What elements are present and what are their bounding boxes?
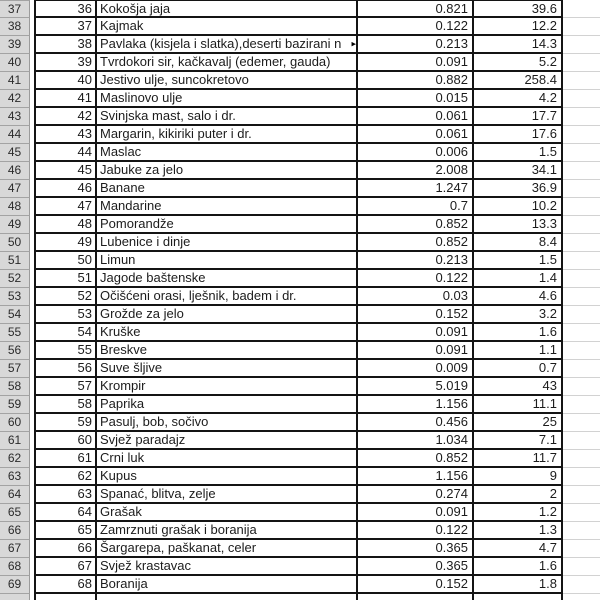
cell-value2[interactable]: 1.4 — [474, 270, 563, 288]
cell-name[interactable] — [97, 504, 358, 522]
cell-value1[interactable]: 5.019 — [358, 378, 474, 396]
cell-name[interactable] — [97, 18, 358, 36]
cell-value2[interactable]: 13.3 — [474, 216, 563, 234]
grid-empty-cell[interactable] — [563, 18, 600, 36]
grid-empty-cell[interactable] — [563, 252, 600, 270]
item-name-text: Crni luk — [100, 450, 145, 465]
grid-empty-cell[interactable] — [563, 342, 600, 360]
row-header[interactable]: 38 — [0, 18, 30, 36]
cell-index[interactable]: 60 — [34, 432, 97, 450]
cell-name[interactable] — [97, 468, 358, 486]
row-header[interactable]: 57 — [0, 360, 30, 378]
cell-value1[interactable]: 0.122 — [358, 270, 474, 288]
grid-empty-cell[interactable] — [563, 360, 600, 378]
cell-value1[interactable]: 0.152 — [358, 306, 474, 324]
grid-empty-cell[interactable] — [563, 90, 600, 108]
cell-value1[interactable]: 0.009 — [358, 360, 474, 378]
item-name-text: Šargarepa, paškanat, celer — [100, 540, 257, 555]
table-row — [0, 252, 600, 270]
grid-empty-cell[interactable] — [563, 108, 600, 126]
item-name-text: Jabuke za jelo — [100, 162, 184, 177]
cell-name[interactable] — [97, 396, 358, 414]
item-name-text: Krompir — [100, 378, 146, 393]
cell-value2[interactable]: 17.7 — [474, 108, 563, 126]
cell-value1[interactable] — [358, 594, 474, 600]
cell-index[interactable]: 67 — [34, 558, 97, 576]
row-header[interactable]: 58 — [0, 378, 30, 396]
cell-index[interactable]: 53 — [34, 306, 97, 324]
cell-name[interactable] — [97, 198, 358, 216]
table-row — [0, 108, 600, 126]
table-row — [0, 234, 600, 252]
row-header[interactable]: 51 — [0, 252, 30, 270]
row-header[interactable]: 55 — [0, 324, 30, 342]
cell-index[interactable]: 62 — [34, 468, 97, 486]
grid-empty-cell[interactable] — [563, 198, 600, 216]
cell-value1[interactable]: 0.091 — [358, 342, 474, 360]
cell-value1[interactable]: 0.015 — [358, 90, 474, 108]
cell-value1[interactable]: 1.034 — [358, 432, 474, 450]
cell-index[interactable]: 57 — [34, 378, 97, 396]
cell-value2[interactable]: 11.7 — [474, 450, 563, 468]
cell-value2[interactable]: 1.6 — [474, 558, 563, 576]
cell-value2[interactable]: 2 — [474, 486, 563, 504]
grid-empty-cell[interactable] — [563, 36, 600, 54]
item-name-text: Jagode baštenske — [100, 270, 206, 285]
cell-value2[interactable]: 7.1 — [474, 432, 563, 450]
row-header[interactable]: 39 — [0, 36, 30, 54]
cell-value1[interactable]: 0.122 — [358, 18, 474, 36]
grid-empty-cell[interactable] — [563, 486, 600, 504]
cell-value1[interactable]: 1.156 — [358, 468, 474, 486]
cell-value1[interactable]: 0.091 — [358, 504, 474, 522]
cell-name[interactable] — [97, 522, 358, 540]
row-header[interactable]: 64 — [0, 486, 30, 504]
cell-name[interactable] — [97, 180, 358, 198]
item-name-text: Svinjska mast, salo i dr. — [100, 108, 236, 123]
table-row — [0, 54, 600, 72]
row-header[interactable]: 42 — [0, 90, 30, 108]
table-row — [0, 72, 600, 90]
grid-empty-cell[interactable] — [563, 180, 600, 198]
row-header[interactable]: 46 — [0, 162, 30, 180]
cell-index[interactable]: 59 — [34, 414, 97, 432]
cell-index[interactable]: 38 — [34, 36, 97, 54]
cell-index[interactable]: 51 — [34, 270, 97, 288]
cell-name[interactable] — [97, 216, 358, 234]
row-header[interactable]: 50 — [0, 234, 30, 252]
cell-index[interactable]: 45 — [34, 162, 97, 180]
cell-index[interactable]: 68 — [34, 576, 97, 594]
table-row — [0, 432, 600, 450]
cell-value1[interactable]: 0.213 — [358, 36, 474, 54]
table-row — [0, 162, 600, 180]
row-header[interactable]: 66 — [0, 522, 30, 540]
cell-index[interactable]: 58 — [34, 396, 97, 414]
table-row — [0, 468, 600, 486]
cell-index[interactable]: 41 — [34, 90, 97, 108]
grid-empty-cell[interactable] — [563, 558, 600, 576]
cell-value1[interactable]: 0.006 — [358, 144, 474, 162]
grid-empty-cell[interactable] — [563, 144, 600, 162]
row-header[interactable]: 56 — [0, 342, 30, 360]
cell-index[interactable]: 40 — [34, 72, 97, 90]
row-header[interactable]: 52 — [0, 270, 30, 288]
table-row — [0, 540, 600, 558]
cell-value2[interactable]: 1.5 — [474, 144, 563, 162]
table-row — [0, 36, 600, 54]
table-row — [0, 522, 600, 540]
cell-index[interactable]: 65 — [34, 522, 97, 540]
cell-value2[interactable]: 4.6 — [474, 288, 563, 306]
grid-empty-cell[interactable] — [563, 162, 600, 180]
item-name-text: Margarin, kikiriki puter i dr. — [100, 126, 252, 141]
item-name-text: Kajmak — [100, 18, 144, 33]
grid-empty-cell[interactable] — [563, 54, 600, 72]
cell-index[interactable] — [34, 594, 97, 600]
table-row — [0, 504, 600, 522]
cell-value2[interactable]: 39.6 — [474, 0, 563, 18]
cell-value1[interactable]: 1.247 — [358, 180, 474, 198]
cell-value1[interactable]: 0.882 — [358, 72, 474, 90]
cell-index[interactable]: 49 — [34, 234, 97, 252]
grid-empty-cell[interactable] — [563, 378, 600, 396]
cell-name[interactable] — [97, 432, 358, 450]
cell-name[interactable] — [97, 270, 358, 288]
table-row — [0, 342, 600, 360]
cell-name[interactable] — [97, 378, 358, 396]
cell-value2[interactable]: 17.6 — [474, 126, 563, 144]
cell-value1[interactable]: 0.03 — [358, 288, 474, 306]
row-header[interactable]: 49 — [0, 216, 30, 234]
row-header[interactable]: 69 — [0, 576, 30, 594]
cell-value1[interactable]: 0.7 — [358, 198, 474, 216]
row-header[interactable]: 59 — [0, 396, 30, 414]
table-row — [0, 576, 600, 594]
row-header[interactable]: 68 — [0, 558, 30, 576]
table-row — [0, 0, 600, 18]
row-header[interactable] — [0, 594, 30, 600]
table-row — [0, 18, 600, 36]
cell-value1[interactable]: 2.008 — [358, 162, 474, 180]
table-row — [0, 306, 600, 324]
cell-name[interactable] — [97, 486, 358, 504]
cell-index[interactable]: 52 — [34, 288, 97, 306]
grid-empty-cell[interactable] — [563, 468, 600, 486]
cell-value2[interactable]: 1.6 — [474, 324, 563, 342]
cell-value1[interactable]: 0.061 — [358, 108, 474, 126]
cell-name[interactable] — [97, 54, 358, 72]
item-name-text: Spanać, blitva, zelje — [100, 486, 216, 501]
cell-index[interactable]: 64 — [34, 504, 97, 522]
cell-name[interactable] — [97, 90, 358, 108]
grid-empty-cell[interactable] — [563, 414, 600, 432]
cell-value1[interactable]: 0.852 — [358, 450, 474, 468]
cell-name[interactable] — [97, 108, 358, 126]
cell-value1[interactable]: 0.091 — [358, 54, 474, 72]
cell-value2[interactable]: 8.4 — [474, 234, 563, 252]
cell-value1[interactable]: 0.274 — [358, 486, 474, 504]
grid-empty-cell[interactable] — [563, 288, 600, 306]
grid-empty-cell[interactable] — [563, 306, 600, 324]
table-row — [0, 558, 600, 576]
cell-value2[interactable]: 25 — [474, 414, 563, 432]
grid-empty-cell[interactable] — [563, 396, 600, 414]
item-name-text: Maslinovo ulje — [100, 90, 183, 105]
grid-empty-cell[interactable] — [563, 234, 600, 252]
row-header[interactable]: 47 — [0, 180, 30, 198]
cell-value1[interactable]: 0.852 — [358, 234, 474, 252]
row-header[interactable]: 67 — [0, 540, 30, 558]
cell-value2[interactable]: 1.5 — [474, 252, 563, 270]
grid-empty-cell[interactable] — [563, 0, 600, 18]
cell-value2[interactable]: 10.2 — [474, 198, 563, 216]
cell-index[interactable]: 56 — [34, 360, 97, 378]
item-name-text: Svjež krastavac — [100, 558, 192, 573]
item-name-text: Breskve — [100, 342, 147, 357]
item-name-text: Banane — [100, 180, 145, 195]
cell-value1[interactable]: 0.152 — [358, 576, 474, 594]
grid-empty-cell[interactable] — [563, 522, 600, 540]
item-name-text: Mandarine — [100, 198, 162, 213]
cell-name[interactable] — [97, 594, 358, 600]
item-name-text: Tvrdokori sir, kačkavalj (edemer, gauda) — [100, 54, 331, 69]
row-header[interactable]: 54 — [0, 306, 30, 324]
cell-value1[interactable]: 0.365 — [358, 540, 474, 558]
cell-value2[interactable]: 14.3 — [474, 36, 563, 54]
cell-name[interactable] — [97, 540, 358, 558]
cell-index[interactable]: 55 — [34, 342, 97, 360]
grid-empty-cell[interactable] — [563, 594, 600, 600]
table-row — [0, 486, 600, 504]
cell-index[interactable]: 46 — [34, 180, 97, 198]
cell-value2[interactable]: 36.9 — [474, 180, 563, 198]
partial-next-row — [0, 594, 600, 600]
cell-value1[interactable]: 1.156 — [358, 396, 474, 414]
cell-value2[interactable]: 1.2 — [474, 504, 563, 522]
cell-index[interactable]: 54 — [34, 324, 97, 342]
grid-empty-cell[interactable] — [563, 540, 600, 558]
cell-index[interactable]: 61 — [34, 450, 97, 468]
cell-name[interactable] — [97, 324, 358, 342]
cell-value2[interactable]: 4.2 — [474, 90, 563, 108]
item-name-text: Grožde za jelo — [100, 306, 184, 321]
cell-name[interactable] — [97, 288, 358, 306]
row-header[interactable]: 60 — [0, 414, 30, 432]
grid-empty-cell[interactable] — [563, 126, 600, 144]
table-row — [0, 396, 600, 414]
cell-index[interactable]: 50 — [34, 252, 97, 270]
cell-index[interactable]: 39 — [34, 54, 97, 72]
grid-empty-cell[interactable] — [563, 270, 600, 288]
row-header[interactable]: 41 — [0, 72, 30, 90]
cell-value1[interactable]: 0.852 — [358, 216, 474, 234]
cell-value2[interactable]: 0.7 — [474, 360, 563, 378]
cell-name[interactable] — [97, 234, 358, 252]
cell-index[interactable]: 42 — [34, 108, 97, 126]
cell-name[interactable] — [97, 360, 358, 378]
cell-value2[interactable]: 1.1 — [474, 342, 563, 360]
cell-name[interactable] — [97, 0, 358, 18]
item-name-text: Limun — [100, 252, 136, 267]
cell-value2[interactable]: 12.2 — [474, 18, 563, 36]
cell-name[interactable] — [97, 576, 358, 594]
row-header[interactable]: 63 — [0, 468, 30, 486]
cell-value2[interactable]: 258.4 — [474, 72, 563, 90]
item-name-text: Pasulj, bob, sočivo — [100, 414, 209, 429]
item-name-text: Kokošja jaja — [100, 1, 171, 16]
item-name-text: Kupus — [100, 468, 137, 483]
cell-index[interactable]: 36 — [34, 0, 97, 18]
item-name-text: Maslac — [100, 144, 142, 159]
grid-empty-cell[interactable] — [563, 504, 600, 522]
table-row — [0, 216, 600, 234]
table-row — [0, 126, 600, 144]
row-header[interactable]: 44 — [0, 126, 30, 144]
cell-value1[interactable]: 0.821 — [358, 0, 474, 18]
grid-empty-cell[interactable] — [563, 324, 600, 342]
table-row — [0, 378, 600, 396]
grid-empty-cell[interactable] — [563, 576, 600, 594]
table-row — [0, 414, 600, 432]
cell-name[interactable] — [97, 144, 358, 162]
row-header[interactable]: 61 — [0, 432, 30, 450]
grid-empty-cell[interactable] — [563, 72, 600, 90]
cell-name[interactable] — [97, 72, 358, 90]
cell-value2[interactable]: 1.8 — [474, 576, 563, 594]
cell-value2[interactable]: 11.1 — [474, 396, 563, 414]
item-name-text: Lubenice i dinje — [100, 234, 191, 249]
cell-index[interactable]: 66 — [34, 540, 97, 558]
item-name-text: Jestivo ulje, suncokretovo — [100, 72, 249, 87]
cell-value1[interactable]: 0.061 — [358, 126, 474, 144]
cell-index[interactable]: 63 — [34, 486, 97, 504]
row-header[interactable]: 48 — [0, 198, 30, 216]
row-header[interactable]: 45 — [0, 144, 30, 162]
cell-value1[interactable]: 0.122 — [358, 522, 474, 540]
item-name-text: Svjež paradajz — [100, 432, 186, 447]
item-name-text: Grašak — [100, 504, 142, 519]
cell-name[interactable] — [97, 558, 358, 576]
cell-value2[interactable]: 4.7 — [474, 540, 563, 558]
item-name-text: Kruške — [100, 324, 141, 339]
item-name-text: Paprika — [100, 396, 145, 411]
cell-index[interactable]: 47 — [34, 198, 97, 216]
item-name-text: Suve šljive — [100, 360, 163, 375]
grid-empty-cell[interactable] — [563, 432, 600, 450]
table-row — [0, 90, 600, 108]
item-name-text: Zamrznuti grašak i boranija — [100, 522, 257, 537]
cell-name[interactable] — [97, 342, 358, 360]
cell-index[interactable]: 37 — [34, 18, 97, 36]
row-header[interactable]: 43 — [0, 108, 30, 126]
cell-name[interactable] — [97, 162, 358, 180]
table-row — [0, 450, 600, 468]
cell-value1[interactable]: 0.091 — [358, 324, 474, 342]
cell-value2[interactable]: 5.2 — [474, 54, 563, 72]
cell-name[interactable] — [97, 252, 358, 270]
cell-value2[interactable]: 9 — [474, 468, 563, 486]
cell-value2[interactable]: 1.3 — [474, 522, 563, 540]
item-name-text: Pavlaka (kisjela i slatka),deserti bazirani n — [100, 36, 342, 51]
cell-value1[interactable]: 0.456 — [358, 414, 474, 432]
cell-name[interactable] — [97, 414, 358, 432]
cell-value1[interactable]: 0.213 — [358, 252, 474, 270]
item-name-text: Očišćeni orasi, lješnik, badem i dr. — [100, 288, 297, 303]
item-name-text: Boranija — [100, 576, 148, 591]
row-header[interactable]: 53 — [0, 288, 30, 306]
cell-value2[interactable] — [474, 594, 563, 600]
cell-name[interactable] — [97, 36, 358, 54]
cell-index[interactable]: 44 — [34, 144, 97, 162]
table-row — [0, 270, 600, 288]
cell-name[interactable] — [97, 450, 358, 468]
grid-empty-cell[interactable] — [563, 450, 600, 468]
table-row — [0, 288, 600, 306]
cell-value1[interactable]: 0.365 — [358, 558, 474, 576]
cell-value2[interactable]: 34.1 — [474, 162, 563, 180]
item-name-text: Pomorandže — [100, 216, 174, 231]
row-header[interactable]: 62 — [0, 450, 30, 468]
cell-index[interactable]: 43 — [34, 126, 97, 144]
row-header[interactable]: 65 — [0, 504, 30, 522]
cell-name[interactable] — [97, 306, 358, 324]
table-row — [0, 360, 600, 378]
cell-value2[interactable]: 43 — [474, 378, 563, 396]
grid-empty-cell[interactable] — [563, 216, 600, 234]
row-header[interactable]: 37 — [0, 0, 30, 18]
overflow-arrow-icon: ▸ — [351, 38, 356, 49]
cell-index[interactable]: 48 — [34, 216, 97, 234]
table-row — [0, 180, 600, 198]
cell-name[interactable] — [97, 126, 358, 144]
row-header[interactable]: 40 — [0, 54, 30, 72]
table-row — [0, 198, 600, 216]
table-row — [0, 324, 600, 342]
cell-value2[interactable]: 3.2 — [474, 306, 563, 324]
table-row — [0, 144, 600, 162]
